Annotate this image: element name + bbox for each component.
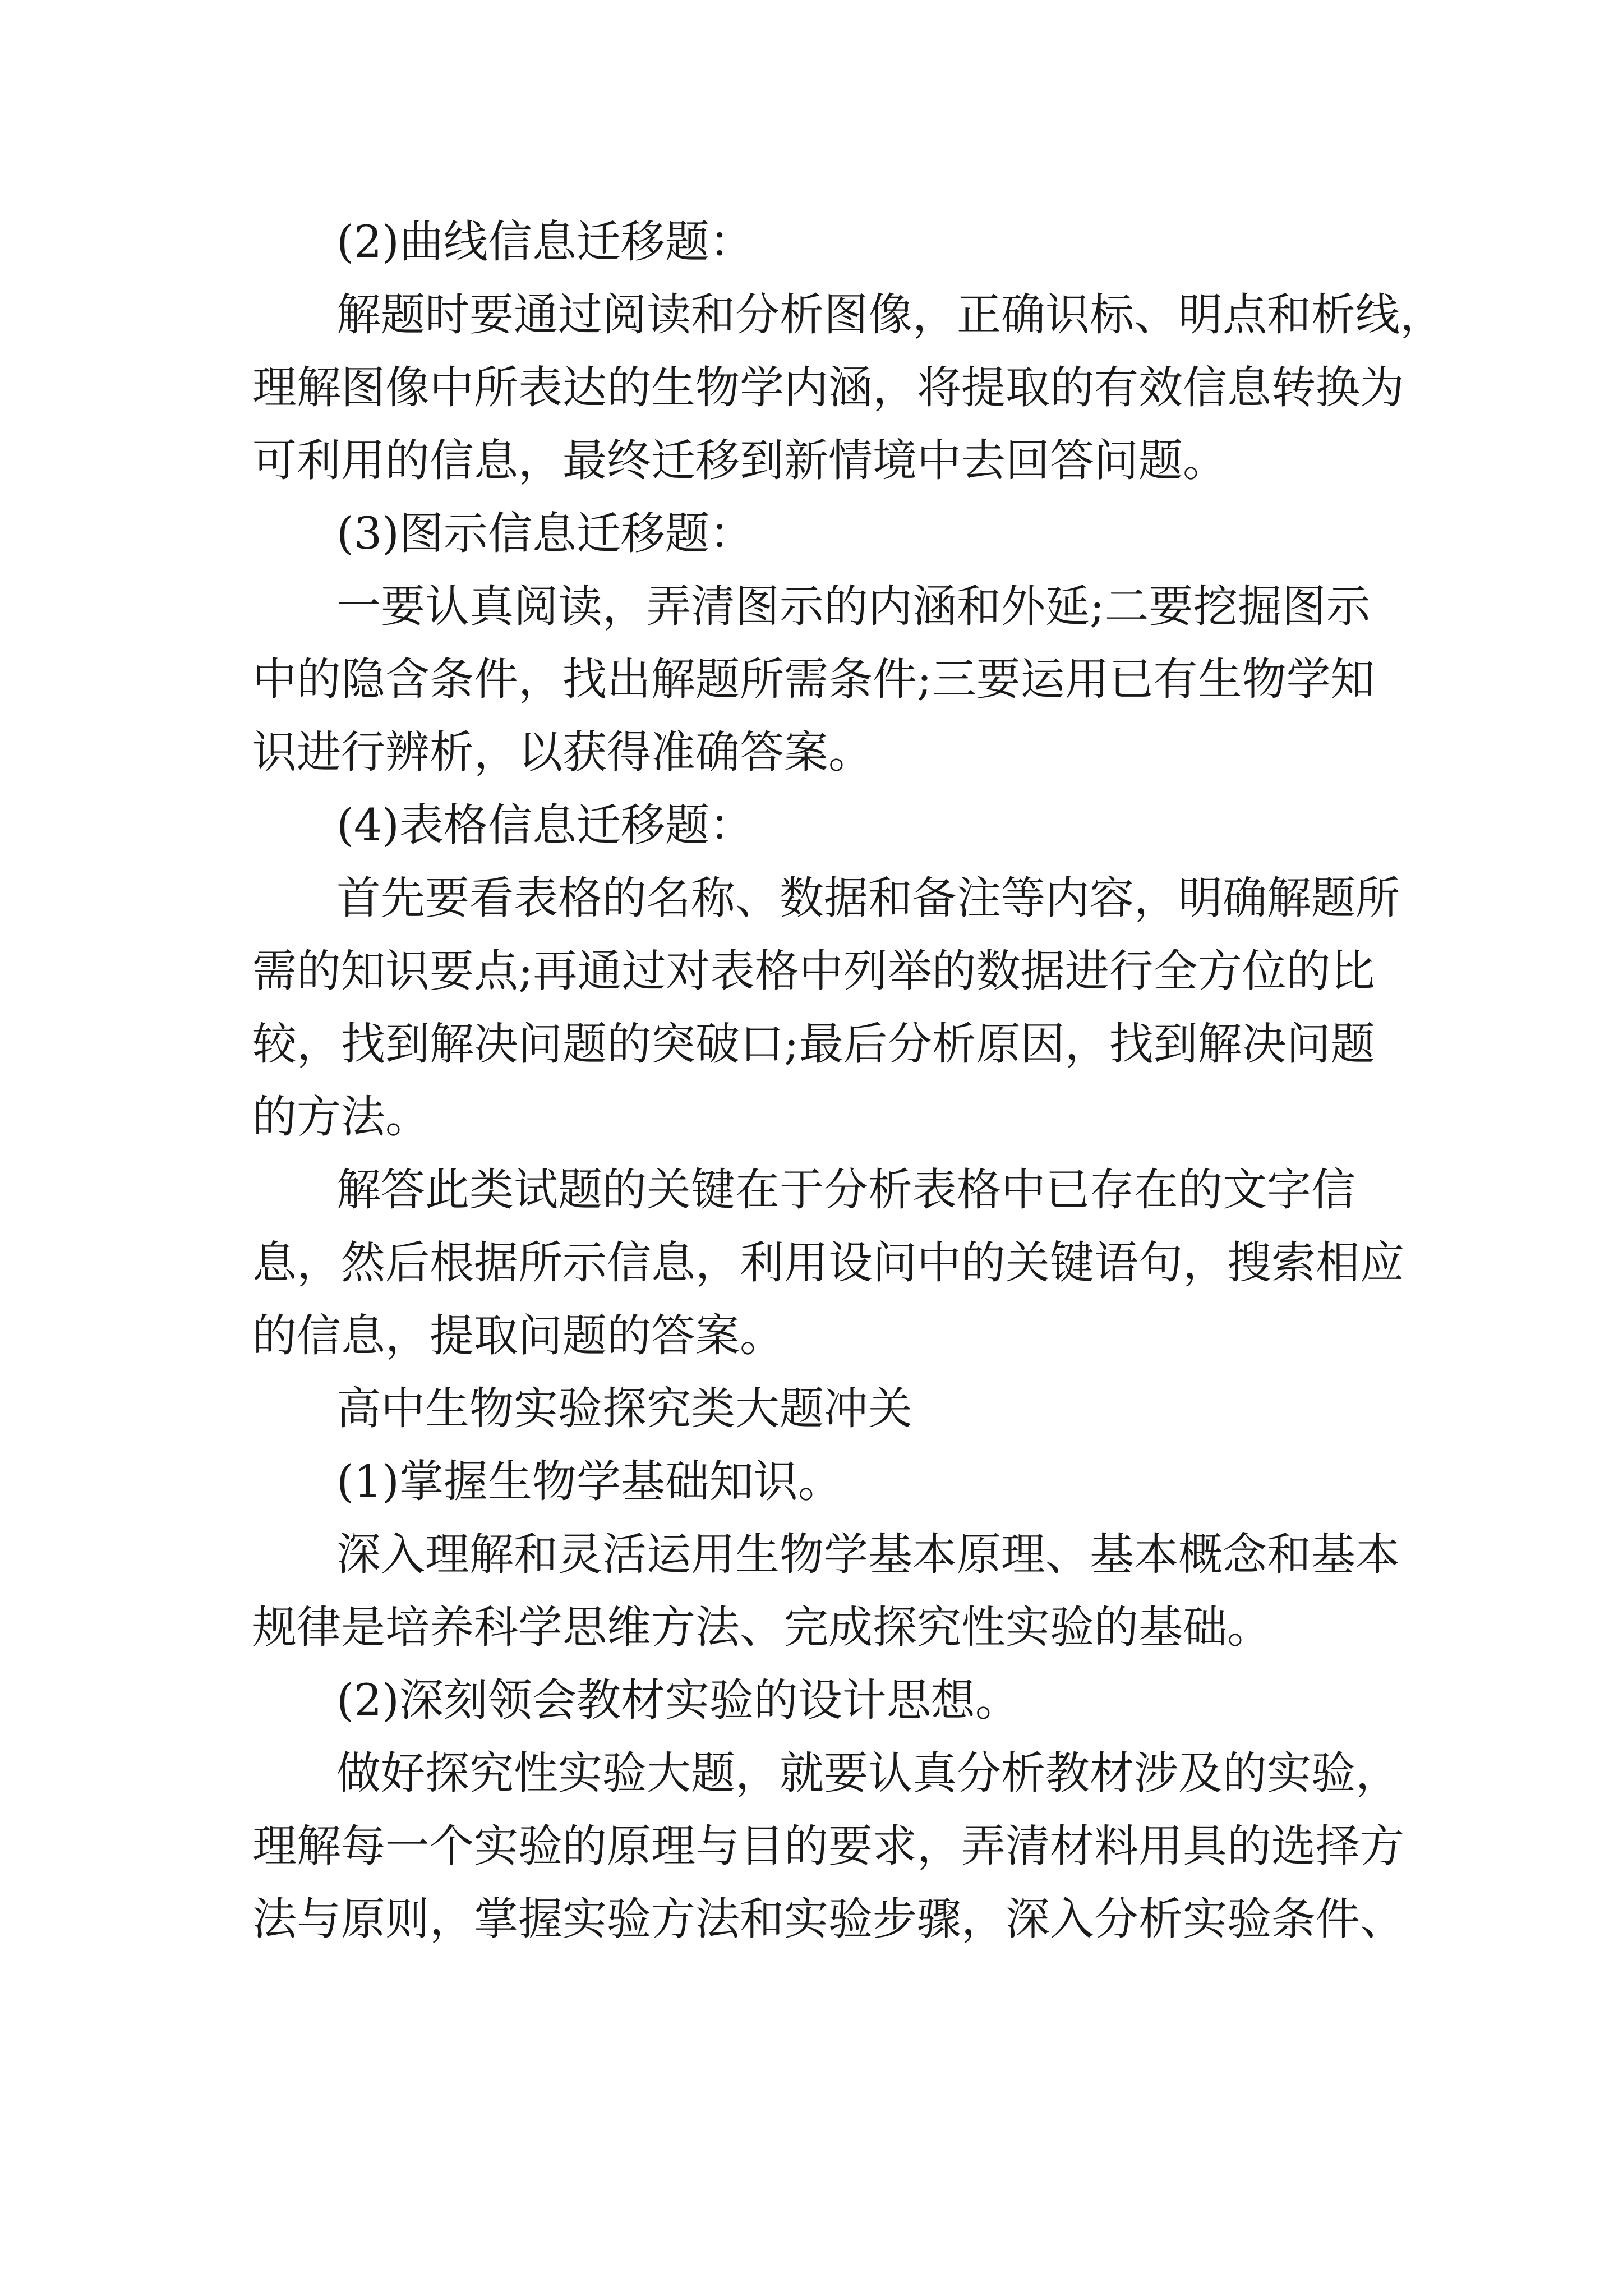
paragraph-line: 较，找到解决问题的突破口;最后分析原因，找到解决问题 (252, 1018, 1375, 1070)
paragraph-line: 首先要看表格的名称、数据和备注等内容，明确解题所 (336, 872, 1400, 924)
section-title: 高中生物实验探究类大题冲关 (336, 1383, 912, 1434)
paragraph-line: 解题时要通过阅读和分析图像，正确识标、明点和析线， (336, 289, 1444, 341)
paragraph-line: 识进行辨析，以获得准确答案。 (252, 726, 873, 778)
paragraph-line: 中的隐含条件，找出解题所需条件;三要运用已有生物学知 (252, 654, 1375, 705)
section-heading-table: (4)表格信息迁移题： (336, 799, 754, 851)
paragraph-line: 的信息，提取问题的答案。 (252, 1310, 784, 1361)
section-heading-diagram: (3)图示信息迁移题： (336, 508, 754, 559)
paragraph-line: 解答此类试题的关键在于分析表格中已存在的文字信 (336, 1164, 1355, 1216)
paragraph-line: 需的知识要点;再通过对表格中列举的数据进行全方位的比 (252, 945, 1375, 997)
paragraph-line: 法与原则，掌握实验方法和实验步骤，深入分析实验条件、 (252, 1893, 1404, 1945)
paragraph-line: 息，然后根据所示信息，利用设问中的关键语句，搜索相应 (252, 1237, 1404, 1289)
paragraph-line: 深入理解和灵活运用生物学基本原理、基本概念和基本 (336, 1529, 1400, 1580)
list-heading-1: (1)掌握生物学基础知识。 (336, 1456, 842, 1507)
paragraph-line: 做好探究性实验大题，就要认真分析教材涉及的实验， (336, 1747, 1400, 1799)
paragraph-line: 规律是培养科学思维方法、完成探究性实验的基础。 (252, 1602, 1271, 1653)
paragraph-line: 理解图像中所表达的生物学内涵，将提取的有效信息转换为 (252, 362, 1404, 413)
paragraph-line: 可利用的信息，最终迁移到新情境中去回答问题。 (252, 435, 1227, 486)
paragraph-line: 理解每一个实验的原理与目的要求，弄清材料用具的选择方 (252, 1820, 1404, 1872)
paragraph-line: 一要认真阅读，弄清图示的内涵和外延;二要挖掘图示 (336, 581, 1371, 632)
list-heading-2: (2)深刻领会教材实验的设计思想。 (336, 1674, 1020, 1726)
section-heading-curve: (2)曲线信息迁移题： (336, 216, 754, 268)
paragraph-line: 的方法。 (252, 1091, 430, 1143)
